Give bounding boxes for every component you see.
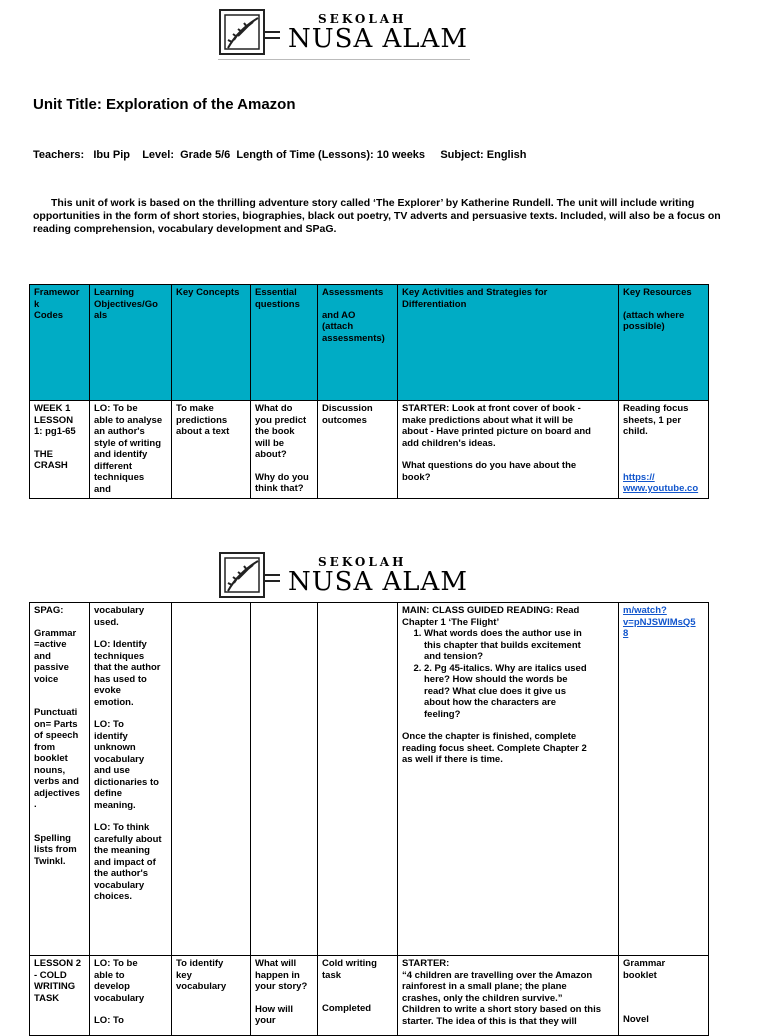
unit-title: Unit Title: Exploration of the Amazon (33, 96, 296, 113)
header-key-concepts (172, 285, 251, 401)
header-key-activities (398, 285, 619, 401)
cell-text-line: possible) (623, 321, 665, 332)
week1-learning-cell (90, 401, 172, 499)
cell-text-line: Twinkl. (34, 855, 66, 867)
cell-text-line: able to (94, 969, 125, 981)
cell-text-line: nouns, (34, 764, 66, 776)
lesson1-essential-cont-cell (251, 603, 318, 956)
cell-text-line (34, 696, 86, 707)
cell-text-line: questions (255, 298, 300, 310)
cell-text-line: LO: To think (94, 822, 150, 833)
cell-text-line: m/watch? (623, 605, 667, 616)
cell-text-line: used. (94, 616, 119, 628)
cell-text-line (34, 811, 86, 822)
cell-text-line: Children to write a short story based on this (402, 1004, 601, 1015)
header-framework-codes (30, 285, 90, 401)
cell-text-line: Punctuati (34, 707, 78, 718)
cell-text-line: add children's ideas. (402, 437, 496, 449)
week1-essential-cell (251, 401, 318, 499)
cell-text-line: and impact of (94, 856, 156, 868)
cell-text-line: To make (176, 403, 214, 414)
cell-text-line: Codes (34, 310, 64, 321)
cell-text-line: rainforest in a small plane; the plane (402, 981, 567, 992)
cell-text-line: from (34, 741, 56, 753)
wheat-emblem-icon (218, 551, 280, 601)
cell-text-line: booklet (34, 753, 68, 764)
cell-text-line (322, 981, 394, 992)
cell-text-line (34, 617, 86, 628)
cell-text-line: as well if there is time. (402, 754, 503, 765)
cell-text-line: and (94, 483, 111, 495)
cell-text-line: LESSON (34, 414, 74, 426)
week1-resources-cell (619, 401, 709, 499)
main-activities-cell (398, 603, 619, 956)
cell-text-line: What do (255, 403, 293, 414)
cell-text-line (94, 708, 168, 719)
cell-text-line: different (94, 460, 132, 472)
cell-text-line: Novel (623, 1014, 649, 1025)
cell-text-line: Differentiation (402, 298, 467, 310)
cell-text-line: CRASH (34, 460, 68, 471)
week1-assessments-cell (318, 401, 398, 499)
cell-text-line: style of writing (94, 437, 162, 449)
cell-text-line: MAIN: CLASS GUIDED READING: Read (402, 605, 580, 616)
table-row (30, 603, 709, 956)
lesson1-resources-cont-cell (619, 603, 709, 956)
cell-text-line (255, 461, 314, 472)
cell-text-line: Completed (322, 1003, 372, 1014)
cell-text-line: Why do you (255, 471, 309, 483)
cell-text-line (94, 1004, 168, 1015)
logo-top-text: SEKOLAH (318, 12, 407, 26)
main-activity-followup (402, 731, 615, 766)
school-logo-page2 (218, 551, 470, 601)
cell-text-line (623, 992, 705, 1003)
cell-text-line: STARTER: Look at front cover of book - (402, 403, 581, 414)
cell-text-line: Objectives/Go (94, 298, 158, 310)
cell-text-line: “4 children are travelling over the Amazon (402, 969, 593, 981)
cell-text-line (623, 299, 705, 310)
cell-text-line (34, 822, 86, 833)
cell-text-line (322, 299, 394, 310)
cell-text-line: adjectives (34, 787, 80, 799)
cell-text-line: develop (94, 981, 130, 992)
cell-text-line (402, 449, 615, 460)
cell-text-line: 1. What words does the author use in (424, 628, 582, 639)
cell-text-line: (attach (322, 321, 354, 332)
logo-underline (218, 59, 470, 60)
cell-text-line: unknown (94, 742, 136, 753)
cell-text-line: of speech (34, 730, 79, 741)
cell-text-line: How will (255, 1003, 293, 1015)
cell-text-line: dictionaries to (94, 776, 159, 788)
cell-text-line: child. (623, 426, 648, 437)
cell-text-line: think that? (255, 483, 304, 494)
cell-text-line: about - Have printed picture on board and (402, 426, 591, 437)
cell-text-line: task (322, 969, 342, 981)
table-row (30, 401, 709, 499)
teachers-line: Teachers: Ibu Pip Level: Grade 5/6 Length of Time (Lessons): 10 weeks Subject: English (33, 149, 527, 161)
cell-text-line: here? How should the words be (424, 674, 568, 685)
cell-text-line: Reading focus (623, 403, 689, 414)
cell-text-line: v=pNJSWIMsQ5 (623, 616, 696, 628)
unit-plan-table-page1 (29, 284, 709, 499)
logo-top-text: SEKOLAH (318, 555, 407, 569)
cell-text-line: Key Concepts (176, 287, 240, 298)
cell-text-line: book? (402, 471, 431, 483)
cell-text-line: starter. The idea of this is that they will (402, 1015, 577, 1027)
cell-text-line: predictions (176, 414, 228, 426)
cell-text-line: 1: pg1-65 (34, 426, 76, 437)
unit-intro: This unit of work is based on the thrilling adventure story called ‘The Explorer’ by Katherine Rundell. The unit will include writing opportunities in the form of short stories, biographies, black out poetry, TV adverts and persuasive texts. Included, will also be a focus on reading comprehension, vocabulary development and SPaG. (33, 197, 721, 235)
cell-text-line (34, 438, 86, 449)
cell-text-line (94, 628, 168, 639)
wheat-emblem-icon (218, 8, 280, 58)
cell-text-line: about? (255, 449, 287, 460)
lesson1-learning-cont-cell (90, 603, 172, 956)
cell-text-line: Grammar (623, 958, 666, 969)
cell-text-line: Learning (94, 287, 135, 298)
cell-text-line: LO: To (94, 1015, 124, 1026)
cell-text-line: about how the characters are (424, 697, 556, 708)
cell-text-line: - COLD (34, 969, 67, 981)
cell-text-line: Key Resources (623, 287, 692, 298)
cell-text-line: vocabulary (94, 992, 145, 1004)
cell-text-line: an author's (94, 426, 145, 437)
cell-text-line: and use (94, 765, 130, 776)
header-key-resources (619, 285, 709, 401)
school-logo (218, 8, 470, 58)
cell-text-line: SPAG: (34, 605, 64, 616)
cell-text-line: Framewor (34, 287, 80, 298)
cell-text-line: LESSON 2 (34, 958, 81, 969)
cell-text-line: LO: To be (94, 403, 138, 414)
cell-text-line: about a text (176, 426, 230, 437)
cell-text-line: Key Activities and Strategies for (402, 287, 548, 298)
youtube-link-continued[interactable] (623, 605, 705, 640)
week1-activities-cell (398, 401, 619, 499)
spag-framework-cell (30, 603, 90, 956)
cell-text-line: the book (255, 426, 295, 437)
guided-reading-questions (402, 628, 615, 720)
cell-text-line: passive (34, 662, 69, 673)
cell-text-line: reading focus sheet. Complete Chapter 2 (402, 742, 587, 754)
cell-text-line: identify (94, 730, 128, 742)
cell-text-line: the meaning (94, 845, 150, 856)
unit-plan-table-page2 (29, 602, 709, 1036)
cell-text-line (255, 993, 314, 1004)
cell-text-line: WEEK 1 (34, 403, 71, 414)
cell-text-line (623, 981, 705, 992)
cell-text-line: Once the chapter is finished, complete (402, 731, 577, 742)
cell-text-line: voice (34, 673, 59, 685)
logo-main-text: NUSA ALAM (288, 24, 468, 54)
cell-text-line: https:// (623, 471, 655, 483)
cell-text-line: Spelling (34, 832, 71, 844)
cell-text-line: and identify (94, 449, 148, 460)
cell-text-line: WRITING (34, 981, 76, 992)
cell-text-line: vocabulary (176, 981, 227, 992)
cell-text-line: define (94, 788, 122, 799)
cell-text-line: vocabulary (94, 879, 145, 891)
cell-text-line: What questions do you have about the (402, 460, 577, 471)
cell-text-line (322, 992, 394, 1003)
lesson1-concepts-cont-cell (172, 603, 251, 956)
cell-text-line: vocabulary (94, 753, 145, 765)
cell-text-line: (attach where (623, 309, 685, 321)
cell-text-line: lists from (34, 844, 77, 855)
cell-text-line: Cold writing (322, 958, 377, 969)
week1-resources-text (623, 403, 705, 438)
cell-text-line: emotion. (94, 696, 134, 708)
cell-text-line: feeling? (424, 708, 461, 720)
cell-text-line: meaning. (94, 799, 136, 811)
cell-text-line: Discussion (322, 403, 373, 414)
cell-text-line: you predict (255, 414, 307, 426)
cell-text-line: will be (255, 437, 285, 449)
header-essential-questions (251, 285, 318, 401)
cell-text-line: sheets, 1 per (623, 414, 682, 426)
lesson1-assessments-cont-cell (318, 603, 398, 956)
cell-text-line: THE (34, 448, 53, 460)
cell-text-line: =active (34, 639, 67, 650)
table-header-row (30, 285, 709, 401)
cell-text-line: assessments) (322, 332, 385, 344)
cell-text-line: TASK (34, 992, 60, 1004)
cell-text-line: als (94, 310, 108, 321)
cell-text-line: LO: To be (94, 958, 138, 969)
cell-text-line: LO: To (94, 719, 124, 730)
cell-text-line: that the author (94, 662, 161, 673)
cell-text-line: choices. (94, 891, 133, 902)
main-activity-heading (402, 605, 615, 628)
cell-text-line: techniques (94, 650, 145, 662)
cell-text-line: techniques (94, 472, 145, 483)
cell-text-line: able to analyse (94, 414, 163, 426)
cell-text-line (34, 685, 86, 696)
cell-text-line: verbs and (34, 776, 79, 787)
cell-text-line: key (176, 969, 192, 981)
logo-main-text: NUSA ALAM (288, 567, 468, 597)
cell-text-line: your (255, 1015, 276, 1026)
cell-text-line: and tension? (424, 651, 484, 662)
cell-text-line (94, 811, 168, 822)
cell-text-line: this chapter that builds excitement (424, 639, 581, 651)
week1-concepts-cell (172, 401, 251, 499)
cell-text-line: . (34, 799, 37, 810)
cell-text-line: www.youtube.co (623, 483, 699, 494)
cell-text-line: has used to (94, 673, 147, 685)
cell-text-line: What will (255, 958, 297, 969)
cell-text-line: Essential (255, 287, 297, 298)
question-1 (424, 628, 615, 663)
cell-text-line: 2. 2. Pg 45-italics. Why are italics used (424, 662, 587, 674)
cell-text-line: happen in (255, 969, 300, 981)
cell-text-line (623, 1003, 705, 1014)
cell-text-line: crashes, only the children survive.” (402, 992, 563, 1004)
cell-text-line: k (34, 298, 40, 310)
cell-text-line: 8 (623, 628, 629, 639)
cell-text-line: vocabulary (94, 605, 145, 616)
cell-text-line: the author's (94, 868, 148, 879)
cell-text-line: Assessments (322, 287, 384, 298)
cell-text-line: and (34, 650, 51, 662)
cell-text-line: Grammar (34, 627, 77, 639)
question-2 (424, 663, 615, 721)
week1-framework-cell (30, 401, 90, 499)
header-learning-objectives (90, 285, 172, 401)
cell-text-line: Chapter 1 ‘The Flight’ (402, 616, 500, 628)
cell-text-line: read? What clue does it give us (424, 685, 567, 697)
cell-text-line: booklet (623, 969, 657, 981)
cell-text-line: on= Parts (34, 718, 78, 730)
cell-text-line: and AO (322, 309, 356, 321)
cell-text-line: LO: Identify (94, 639, 147, 650)
youtube-link[interactable] (623, 472, 705, 495)
cell-text-line: carefully about (94, 833, 162, 845)
header-assessments (318, 285, 398, 401)
cell-text-line: To identify (176, 958, 224, 969)
cell-text-line: STARTER: (402, 958, 450, 969)
cell-text-line: make predictions about what it will be (402, 414, 574, 426)
cell-text-line: evoke (94, 685, 121, 696)
cell-text-line: outcomes (322, 414, 367, 426)
cell-text-line: your story? (255, 981, 308, 992)
